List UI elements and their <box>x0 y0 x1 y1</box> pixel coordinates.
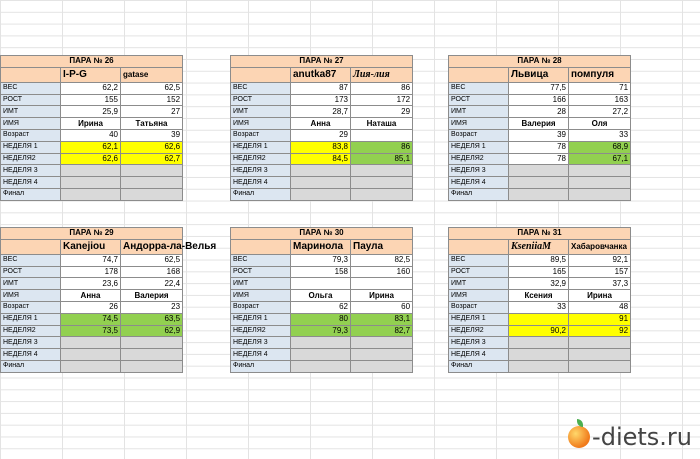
nick-2[interactable]: Паула <box>351 239 413 254</box>
pair-29-table: ПАРА № 29 Kanejiou Андорра-ла-Велья ВЕС 74,7 62,5 РОСТ 178 168 ИМТ 23,6 22,4 ИМЯ Анна Валерия Возраст 26 23 НЕДЕЛЯ 1 74,5 63,5 НЕДЕЛЯ2 73,5 62,9 НЕДЕЛЯ 3 НЕДЕЛЯ 4 Финал <box>0 227 183 373</box>
nick-2[interactable]: gatase <box>121 67 183 82</box>
pair-30-table: ПАРА № 30 Маринола Паула ВЕС 79,3 82,5 РОСТ 158 160 ИМТ ИМЯ Ольга Ирина Возраст 62 60 НЕДЕЛЯ 1 80 83,1 НЕДЕЛЯ2 79,3 82,7 НЕДЕЛЯ 3 НЕДЕЛЯ 4 Финал <box>230 227 413 373</box>
pair-title[interactable]: ПАРА № 27 <box>231 56 413 68</box>
diets-logo <box>568 423 692 451</box>
pair-title[interactable]: ПАРА № 28 <box>449 56 631 68</box>
pair-28-table: ПАРА № 28 Львица помпуля ВЕС 77,5 71 РОСТ 166 163 ИМТ 28 27,2 ИМЯ Валерия Оля Возраст 39 33 НЕДЕЛЯ 1 78 68,9 НЕДЕЛЯ2 78 67,1 НЕДЕЛЯ 3 НЕДЕЛЯ 4 Финал <box>448 55 631 201</box>
nick-2[interactable]: Андорра-ла-Велья <box>121 239 183 254</box>
pair-31-table: ПАРА № 31 KseniiaM Хабаровчанка ВЕС 89,5 92,1 РОСТ 165 157 ИМТ 32,9 37,3 ИМЯ Ксения Ирина Возраст 33 48 НЕДЕЛЯ 1 91 НЕДЕЛЯ2 90,2 92 НЕДЕЛЯ 3 НЕДЕЛЯ 4 Финал <box>448 227 631 373</box>
nick-1[interactable]: anutka87 <box>291 67 351 82</box>
nick-2[interactable]: Лия-лия <box>351 67 413 82</box>
pair-title[interactable]: ПАРА № 26 <box>1 56 183 68</box>
nick-2[interactable]: помпуля <box>569 67 631 82</box>
nick-2[interactable]: Хабаровчанка <box>569 239 631 254</box>
nick-1[interactable]: Kanejiou <box>61 239 121 254</box>
pair-27-table: ПАРА № 27 anutka87 Лия-лия ВЕС 87 86 РОСТ 173 172 ИМТ 28,7 29 ИМЯ Анна Наташа Возраст 29 НЕДЕЛЯ 1 83,8 86 НЕДЕЛЯ2 84,5 85,1 НЕДЕЛЯ 3 НЕДЕЛЯ 4 Финал <box>230 55 413 201</box>
nick-1[interactable]: Львица <box>509 67 569 82</box>
nick-1[interactable]: Маринола <box>291 239 351 254</box>
pair-26-table: ПАРА № 26 I-P-G gatase ВЕС 62,2 62,5 РОСТ 155 152 ИМТ 25,9 27 ИМЯ Ирина Татьяна Возраст 40 39 НЕДЕЛЯ 1 62,1 62,6 НЕДЕЛЯ2 62,6 62,7 НЕДЕЛЯ 3 НЕДЕЛЯ 4 Финал <box>0 55 183 201</box>
logo-text: -diets.ru <box>592 423 692 451</box>
pair-title[interactable]: ПАРА № 31 <box>449 228 631 240</box>
pair-title[interactable]: ПАРА № 30 <box>231 228 413 240</box>
nick-1[interactable]: I-P-G <box>61 67 121 82</box>
fruit-icon <box>568 426 590 448</box>
nick-1[interactable]: KseniiaM <box>509 239 569 254</box>
pair-title[interactable]: ПАРА № 29 <box>1 228 183 240</box>
